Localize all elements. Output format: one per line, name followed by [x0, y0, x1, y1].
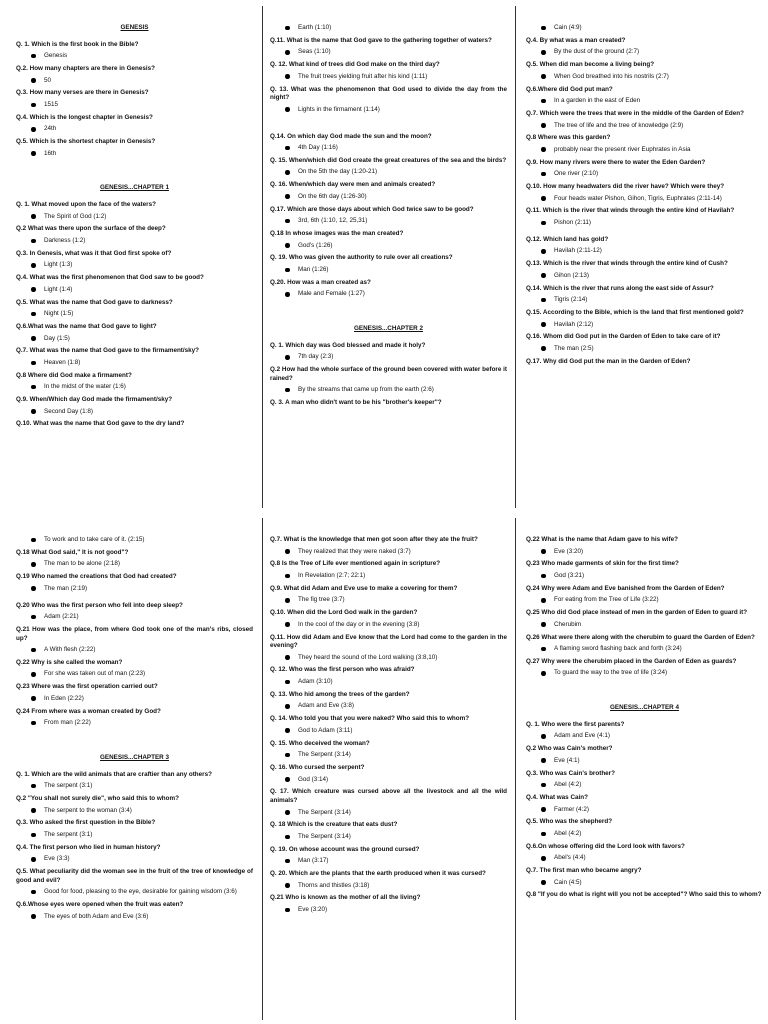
answer-bullet: Cain (4:9) [526, 24, 763, 33]
answer-bullet: The eyes of both Adam and Eve (3:6) [16, 913, 253, 922]
question-text: Q.18 What God said," It is not good"? [16, 548, 129, 556]
answer-bullet: Cain (4:5) [526, 879, 763, 888]
answer-bullet: The Serpent (3:14) [270, 833, 507, 842]
answer-bullet: On the 6th day (1:26-30) [270, 193, 507, 202]
question-text: Q. 1. What moved upon the face of the waters? [16, 201, 156, 209]
question-text: Q. 1. Which is the first book in the Bible? [16, 40, 139, 48]
question-text: Q. 3. A man who didn't want to be his "brother's keeper"? [270, 399, 442, 407]
question-text: Q.24 From where was a woman created by God? [16, 707, 161, 715]
question-text: Q.8 "If you do what is right will you not be accepted"? Who said this to whom? [526, 891, 762, 899]
section-heading: GENESIS [120, 24, 149, 31]
answer-bullet: Eve (3:20) [526, 548, 763, 557]
answer-bullet: The man (2:19) [16, 585, 253, 594]
answer-bullet: Abel's (4:4) [526, 854, 763, 863]
question-text: Q.5. What peculiarity did the woman see in the fruit of the tree of knowledge of good and evil? [16, 868, 253, 884]
spacer [16, 162, 253, 184]
question-text: Q.2 Who was Cain's mother? [526, 745, 613, 753]
answer-bullet: One river (2:10) [526, 170, 763, 179]
question-text: Q. 15. Who deceived the woman? [270, 739, 370, 747]
column-divider [262, 6, 263, 508]
question-text: Q.20 Who was the first person who fell into deep sleep? [16, 601, 183, 609]
question-text: Q.4. What was Cain? [526, 793, 588, 801]
answer-bullet: The serpent to the woman (3:4) [16, 807, 253, 816]
question-text: Q.10. What was the name that God gave to the dry land? [16, 420, 185, 428]
answer-bullet: In the cool of the day or in the evening (3:8) [270, 621, 507, 630]
answer-bullet: In Eden (2:22) [16, 695, 253, 704]
question-text: Q.5. Which is the shortest chapter in Genesis? [16, 138, 156, 146]
answer-bullet: In the midst of the water (1:6) [16, 383, 253, 392]
spacer [270, 119, 507, 133]
answer-bullet: Abel (4:2) [526, 830, 763, 839]
question-text: Q.12. Which land has gold? [526, 235, 609, 243]
spacer [270, 303, 507, 325]
question-text: Q.24 Why were Adam and Eve banished from the Garden of Eden? [526, 584, 725, 592]
answer-bullet: Gihon (2:13) [526, 272, 763, 281]
column-2 [270, 536, 507, 1002]
column-divider [262, 518, 263, 1020]
question-text: Q.21 How was the place, from where God took one of the man's ribs, closed up? [16, 625, 253, 642]
question-text: Q.8 Where did God make a firmament? [16, 371, 132, 379]
question-text: Q.2. How many chapters are there in Genesis? [16, 64, 155, 72]
answer-bullet: Adam (2:21) [16, 613, 253, 622]
answer-bullet: Light (1:3) [16, 261, 253, 270]
answer-bullet: Eve (3:20) [270, 906, 507, 915]
question-text: Q. 12. Who was the first person who was afraid? [270, 666, 415, 674]
answer-bullet: Man (1:26) [270, 266, 507, 275]
answer-bullet: The Serpent (3:14) [270, 809, 507, 818]
question-text: Q.22 Why is she called the woman? [16, 658, 123, 666]
answer-bullet: Heaven (1:8) [16, 359, 253, 368]
answer-bullet: Cherubim [526, 621, 763, 630]
answer-bullet: Adam and Eve (4:1) [526, 732, 763, 741]
question-text: Q. 14. Who told you that you were naked? Who said this to whom? [270, 715, 470, 723]
answer-bullet: 50 [16, 77, 253, 86]
question-text: Q. 16. When/which day were men and animals created? [270, 181, 436, 189]
answer-bullet: Night (1:5) [16, 310, 253, 319]
answer-bullet: The fruit trees yielding fruit after his kind (1:11) [270, 73, 507, 82]
column-1 [16, 24, 253, 490]
question-text: Q.16. Whom did God put in the Garden of Eden to take care of it? [526, 333, 721, 341]
question-text: Q.19 Who named the creations that God had created? [16, 573, 177, 581]
answer-bullet: Male and Female (1:27) [270, 290, 507, 299]
answer-bullet: The Serpent (3:14) [270, 751, 507, 760]
answer-bullet: The Spirit of God (1:2) [16, 213, 253, 222]
answer-bullet: The fig tree (3:7) [270, 596, 507, 605]
answer-bullet: For eating from the Tree of Life (3:22) [526, 596, 763, 605]
page-2 [0, 512, 768, 1024]
question-text: Q.18 In whose images was the man created? [270, 230, 404, 237]
question-text: Q.17. Why did God put the man in the Garden of Eden? [526, 357, 691, 365]
question-text: Q.11. How did Adam and Eve know that the Lord had come to the garden in the evening? [270, 633, 507, 650]
column-1 [16, 536, 253, 1002]
question-text: Q. 16. Who cursed the serpent? [270, 763, 365, 771]
question-text: Q.3. Who asked the first question in the Bible? [16, 819, 156, 827]
question-text: Q.15. According to the Bible, which is the land that first mentioned gold? [526, 308, 744, 316]
answer-bullet: The man to be alone (2:18) [16, 560, 253, 569]
column-2 [270, 24, 507, 490]
question-text: Q.23 Who made garments of skin for the first time? [526, 560, 679, 568]
answer-bullet: Second Day (1:8) [16, 408, 253, 417]
question-text: Q.26 What were there along with the cherubim to guard the Garden of Eden? [526, 633, 755, 641]
answer-bullet: Eve (3:3) [16, 855, 253, 864]
question-text: Q.9. How many rivers were there to water the Eden Garden? [526, 158, 706, 166]
answer-bullet: To work and to take care of it. (2:15) [16, 536, 253, 545]
question-text: Q.4. What was the first phenomenon that God saw to be good? [16, 274, 204, 282]
question-text: Q.23 Where was the first operation carried out? [16, 683, 158, 691]
column-3 [526, 24, 763, 490]
answer-bullet: probably near the present river Euphrates in Asia [526, 146, 763, 155]
column-divider [515, 6, 516, 508]
spacer [16, 732, 253, 754]
answer-bullet: The serpent (3:1) [16, 831, 253, 840]
answer-bullet: Light (1:4) [16, 286, 253, 295]
answer-bullet: The man (2:5) [526, 345, 763, 354]
answer-bullet: The serpent (3:1) [16, 782, 253, 791]
question-text: Q.9. When/Which day God made the firmament/sky? [16, 396, 173, 404]
answer-bullet: 16th [16, 150, 253, 159]
question-text: Q.11. What is the name that God gave to the gathering together of waters? [270, 36, 492, 44]
answer-bullet: Adam (3:10) [270, 678, 507, 687]
question-text: Q.7. What is the knowledge that men got soon after they ate the fruit? [270, 536, 478, 543]
question-text: Q.7. The first man who became angry? [526, 867, 642, 875]
question-text: Q.2 "You shall not surely die", who said this to whom? [16, 794, 179, 802]
answer-bullet: God (3:14) [270, 776, 507, 785]
answer-bullet: Havilah (2:11-12) [526, 247, 763, 256]
answer-bullet: 1515 [16, 101, 253, 110]
answer-bullet: When God breathed into his nostrils (2:7) [526, 73, 763, 82]
question-text: Q.27 Why were the cherubim placed in the Garden of Eden as guards? [526, 657, 737, 665]
question-text: Q. 15. When/which did God create the great creatures of the sea and the birds? [270, 156, 507, 164]
question-text: Q.7. Which were the trees that were in the middle of the Garden of Eden? [526, 109, 744, 117]
question-text: Q.5. What was the name that God gave to darkness? [16, 298, 173, 306]
question-text: Q.3. How many verses are there in Genesis? [16, 89, 149, 97]
answer-bullet: Good for food, pleasing to the eye, desirable for gaining wisdom (3:6) [16, 888, 253, 897]
question-text: Q.6.What was the name that God gave to light? [16, 322, 157, 330]
answer-bullet: God (3:21) [526, 572, 763, 581]
question-text: Q. 19. Who was given the authority to rule over all creations? [270, 254, 453, 262]
question-text: Q. 13. Who hid among the trees of the garden? [270, 690, 410, 698]
answer-bullet: In a garden in the east of Eden [526, 97, 763, 106]
answer-bullet: In Revelation (2:7; 22:1) [270, 572, 507, 581]
column-3 [526, 536, 763, 1002]
question-text: Q.10. How many headwaters did the river have? Which were they? [526, 183, 725, 191]
column-divider [515, 518, 516, 1020]
question-text: Q.4. By what was a man created? [526, 36, 626, 44]
answer-bullet: By the streams that came up from the earth (2:6) [270, 386, 507, 395]
answer-bullet: God's (1:26) [270, 242, 507, 251]
answer-bullet: 3rd, 6th (1:10, 12, 25,31) [270, 217, 507, 226]
answer-bullet: They heard the sound of the Lord walking (3:8,10) [270, 654, 507, 663]
question-text: Q. 1. Who were the first parents? [526, 720, 625, 728]
answer-bullet: From man (2:22) [16, 719, 253, 728]
question-text: Q.17. Which are those days about which God twice saw to be good? [270, 205, 474, 213]
question-text: Q.4. Which is the longest chapter in Genesis? [16, 113, 153, 121]
answer-bullet: Pishon (2:11) [526, 219, 763, 228]
question-text: Q.5. Who was the shepherd? [526, 818, 613, 826]
section-heading: GENESIS...CHAPTER 4 [610, 704, 679, 712]
question-text: Q.20. How was a man created as? [270, 278, 371, 286]
answer-bullet: A flaming sword flashing back and forth (3:24) [526, 645, 763, 654]
question-text: Q.21 Who is known as the mother of all the living? [270, 894, 421, 902]
question-text: Q. 19. On whose account was the ground cursed? [270, 845, 420, 853]
answer-bullet: Four heads water Pishon, Gihon, Tigris, Euphrates (2:11-14) [526, 195, 763, 204]
answer-bullet: Eve (4:1) [526, 757, 763, 766]
question-text: Q.2 How had the whole surface of the ground been covered with water before it rained? [270, 366, 507, 382]
question-text: Q. 20. Which are the plants that the earth produced when it was cursed? [270, 870, 486, 878]
answer-bullet: Abel (4:2) [526, 781, 763, 790]
question-text: Q. 1. Which are the wild animals that are craftier than any others? [16, 770, 212, 778]
question-text: Q.8 Is the Tree of Life ever mentioned again in scripture? [270, 560, 441, 568]
question-text: Q.3. Who was Cain's brother? [526, 769, 615, 777]
question-text: Q.14. Which is the river that runs along the east side of Assur? [526, 284, 714, 292]
answer-bullet: Earth (1:10) [270, 24, 507, 33]
question-text: Q.2 What was there upon the surface of the deep? [16, 225, 166, 233]
question-text: Q.6.On whose offering did the Lord look with favors? [526, 842, 685, 850]
question-text: Q.4. The first person who lied in human history? [16, 843, 161, 851]
question-text: Q.25 Who did God place instead of men in the garden of Eden to guard it? [526, 609, 748, 617]
answer-bullet: They realized that they were naked (3:7) [270, 548, 507, 557]
answer-bullet: To guard the way to the tree of life (3:24) [526, 669, 763, 678]
answer-bullet: A With flesh (2:22) [16, 646, 253, 655]
section-heading: GENESIS...CHAPTER 2 [354, 325, 423, 333]
section-heading: GENESIS...CHAPTER 1 [100, 184, 169, 192]
answer-bullet: Seas (1:10) [270, 48, 507, 57]
question-text: Q.6.Whose eyes were opened when the fruit was eaten? [16, 901, 184, 909]
question-text: Q. 1. Which day was God blessed and made it holy? [270, 341, 426, 349]
answer-bullet: The tree of life and the tree of knowledge (2:9) [526, 122, 763, 131]
answer-bullet: For she was taken out of man (2:23) [16, 670, 253, 679]
question-text: Q.9. What did Adam and Eve use to make a covering for them? [270, 584, 458, 592]
answer-bullet: Havilah (2:12) [526, 321, 763, 330]
answer-bullet: Man (3:17) [270, 857, 507, 866]
answer-bullet: Thorns and thistles (3:18) [270, 882, 507, 891]
question-text: Q.13. Which is the river that winds through the entire kind of Cush? [526, 260, 728, 268]
answer-bullet: 24th [16, 125, 253, 134]
answer-bullet: 7th day (2:3) [270, 353, 507, 362]
question-text: Q. 17. Which creature was cursed above all the livestock and all the wild animals? [270, 788, 507, 804]
question-text: Q. 13. What was the phenomenon that God used to divide the day from the night? [270, 85, 507, 102]
answer-bullet: Genesis [16, 52, 253, 61]
answer-bullet: On the 5th the day (1:20-21) [270, 168, 507, 177]
answer-bullet: Adam and Eve (3:8) [270, 702, 507, 711]
question-text: Q. 12. What kind of trees did God make on the third day? [270, 61, 440, 69]
answer-bullet: Farmer (4:2) [526, 806, 763, 815]
question-text: Q.3. In Genesis, what was it that God first spoke of? [16, 249, 172, 257]
question-text: Q.7. What was the name that God gave to the firmament/sky? [16, 347, 199, 355]
question-text: Q.5. When did man become a living being? [526, 61, 655, 69]
answer-bullet: Tigris (2:14) [526, 296, 763, 305]
question-text: Q.10. When did the Lord God walk in the garden? [270, 609, 418, 617]
question-text: Q.6.Where did God put man? [526, 85, 613, 93]
question-text: Q.14. On which day God made the sun and the moon? [270, 132, 432, 140]
question-text: Q. 18 Which is the creature that eats dust? [270, 821, 398, 829]
question-text: Q.8 Where was this garden? [526, 134, 611, 142]
answer-bullet: 4th Day (1:16) [270, 144, 507, 153]
answer-bullet: By the dust of the ground (2:7) [526, 48, 763, 57]
question-text: Q.22 What is the name that Adam gave to his wife? [526, 536, 678, 543]
answer-bullet: God to Adam (3:11) [270, 727, 507, 736]
section-heading: GENESIS...CHAPTER 3 [100, 754, 169, 761]
answer-bullet: Day (1:5) [16, 335, 253, 344]
answer-bullet: Darkness (1:2) [16, 237, 253, 246]
answer-bullet: Lights in the firmament (1:14) [270, 106, 507, 115]
question-text: Q.11. Which is the river that winds through the entire kind of Havilah? [526, 207, 735, 215]
spacer [526, 682, 763, 704]
